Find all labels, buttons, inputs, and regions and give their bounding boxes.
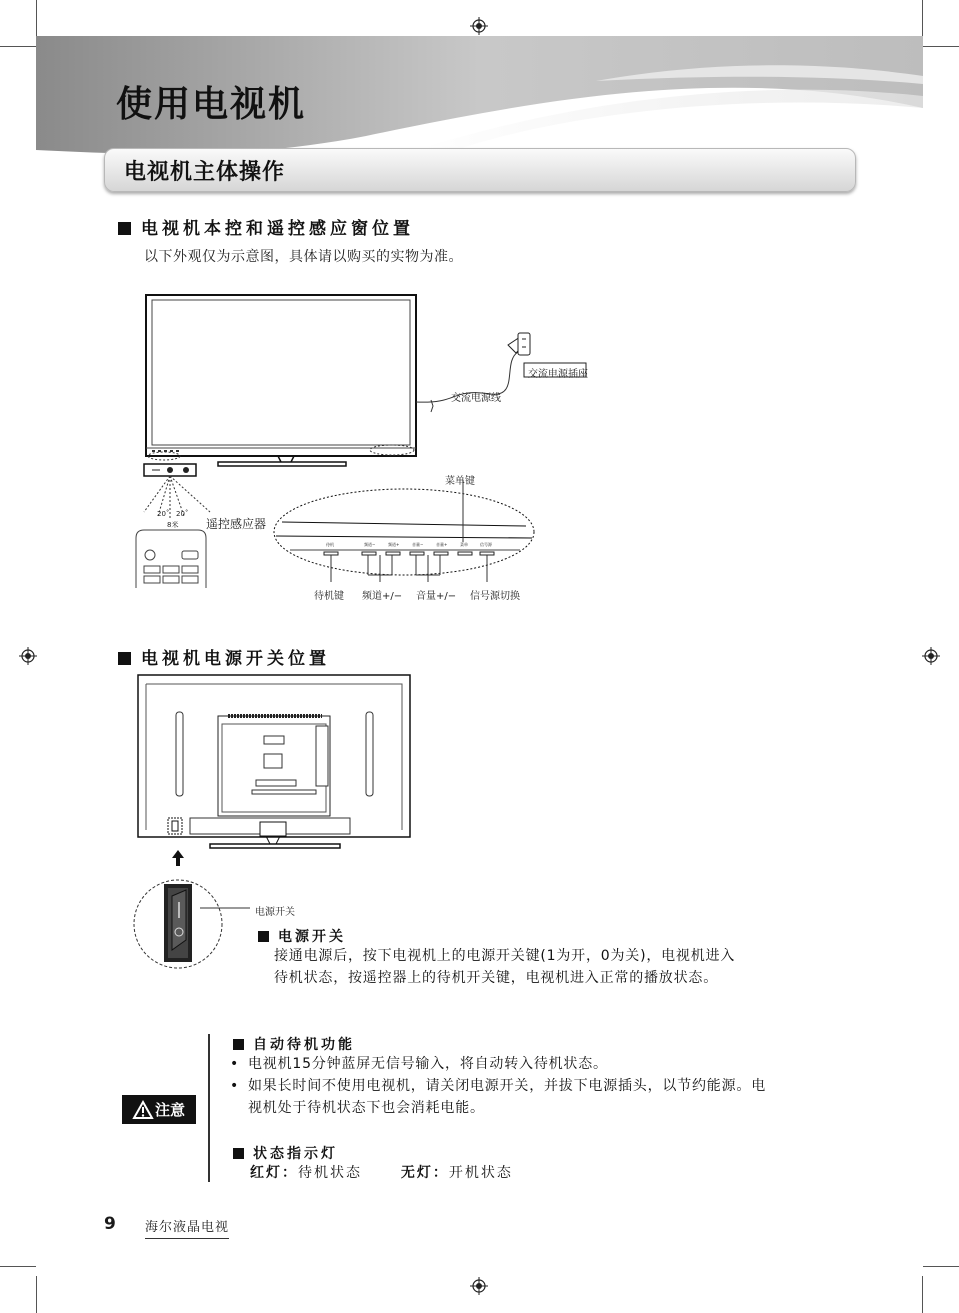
bullet-text: 如果长时间不使用电视机，请关闭电源开关，并拔下电源插头，以节约能源。电 xyxy=(248,1078,766,1094)
square-bullet-icon xyxy=(118,222,131,235)
section-title: 电视机主体操作 xyxy=(124,160,286,185)
square-bullet-icon xyxy=(233,1148,244,1159)
appearance-note: 以下外观仅为示意图，具体请以购买的实物为准。 xyxy=(144,249,463,265)
subsection-title-text: 电视机电源开关位置 xyxy=(141,649,330,669)
square-bullet-icon xyxy=(233,1039,244,1050)
subsection-title-text: 电视机本控和遥控感应窗位置 xyxy=(141,219,414,239)
crop-mark xyxy=(36,1276,37,1313)
strip-label-standby: 待机 xyxy=(326,542,334,547)
indicator-off-label: 无灯： xyxy=(400,1165,449,1181)
strip-label-volume-down: 音量− xyxy=(412,542,424,547)
notice-divider xyxy=(208,1034,210,1182)
square-bullet-icon xyxy=(118,652,131,665)
indicator-red-label: 红灯： xyxy=(250,1165,298,1181)
indicator-off-value: 开机状态 xyxy=(448,1165,513,1181)
indicator-title-text: 状态指示灯 xyxy=(253,1146,338,1162)
auto-standby-bullet-2-cont: 视机处于待机状态下也会消耗电能。 xyxy=(248,1100,485,1116)
bullet-dot-icon: • xyxy=(230,1078,240,1094)
switch-note-title-text: 电源开关 xyxy=(278,929,346,945)
label-channel-key: 频道+/− xyxy=(362,591,403,602)
subsection-title-power-switch xyxy=(118,644,330,669)
indicator-red-value: 待机状态 xyxy=(298,1165,362,1181)
strip-label-menu: 菜单 xyxy=(460,542,468,547)
registration-mark-icon xyxy=(470,1277,488,1295)
subsection-title-controls xyxy=(118,214,414,239)
auto-standby-title-text: 自动待机功能 xyxy=(253,1037,355,1053)
tv-front-diagram xyxy=(130,290,610,600)
crop-mark xyxy=(0,46,36,47)
strip-label-channel-down: 频道− xyxy=(364,542,376,547)
label-remote-sensor: 遥控感应器 xyxy=(206,517,267,531)
auto-standby-bullet-1 xyxy=(230,1053,608,1075)
chapter-title: 使用电视机 xyxy=(116,84,307,125)
switch-note-line2: 待机状态，按遥控器上的待机开关键，电视机进入正常的播放状态。 xyxy=(274,970,718,986)
label-angle-left: 20˚ xyxy=(157,510,170,518)
indicator-title xyxy=(233,1143,338,1163)
strip-label-source: 信号源 xyxy=(480,542,492,547)
label-menu-key: 菜单键 xyxy=(445,476,475,487)
label-power-cord: 交流电源线 xyxy=(451,393,501,404)
label-standby-key: 待机键 xyxy=(314,591,344,602)
registration-mark-icon xyxy=(470,17,488,35)
crop-mark xyxy=(922,0,923,36)
label-source-key: 信号源切换 xyxy=(470,591,520,602)
auto-standby-bullet-2 xyxy=(230,1075,766,1097)
notice-badge-label: 注意 xyxy=(154,1101,185,1119)
registration-mark-icon xyxy=(922,647,940,665)
label-power-switch: 电源开关 xyxy=(255,907,295,918)
page-number: 9 xyxy=(104,1214,116,1234)
label-distance: 8米 xyxy=(167,521,179,529)
label-angle-right: 20˚ xyxy=(176,510,189,518)
strip-label-volume-up: 音量+ xyxy=(436,542,448,547)
auto-standby-title xyxy=(233,1034,355,1054)
crop-mark xyxy=(923,46,959,47)
square-bullet-icon xyxy=(258,931,269,942)
indicator-status xyxy=(250,1162,513,1184)
crop-mark xyxy=(36,0,37,36)
bullet-text: 电视机15分钟蓝屏无信号输入，将自动转入待机状态。 xyxy=(248,1056,608,1072)
label-power-socket: 交流电源插座 xyxy=(528,369,588,380)
bullet-dot-icon: • xyxy=(230,1056,240,1072)
crop-mark xyxy=(923,1266,959,1267)
strip-label-channel-up: 频道+ xyxy=(388,542,400,547)
footer-label: 海尔液晶电视 xyxy=(145,1216,229,1239)
registration-mark-icon xyxy=(19,647,37,665)
switch-note-title xyxy=(258,926,346,946)
crop-mark xyxy=(0,1266,36,1267)
crop-mark xyxy=(922,1276,923,1313)
label-volume-key: 音量+/− xyxy=(416,591,457,602)
warning-icon xyxy=(133,1101,153,1119)
notice-badge xyxy=(122,1095,196,1124)
switch-note-line1: 接通电源后，按下电视机上的电源开关键(1为开，0为关)，电视机进入 xyxy=(274,948,736,964)
